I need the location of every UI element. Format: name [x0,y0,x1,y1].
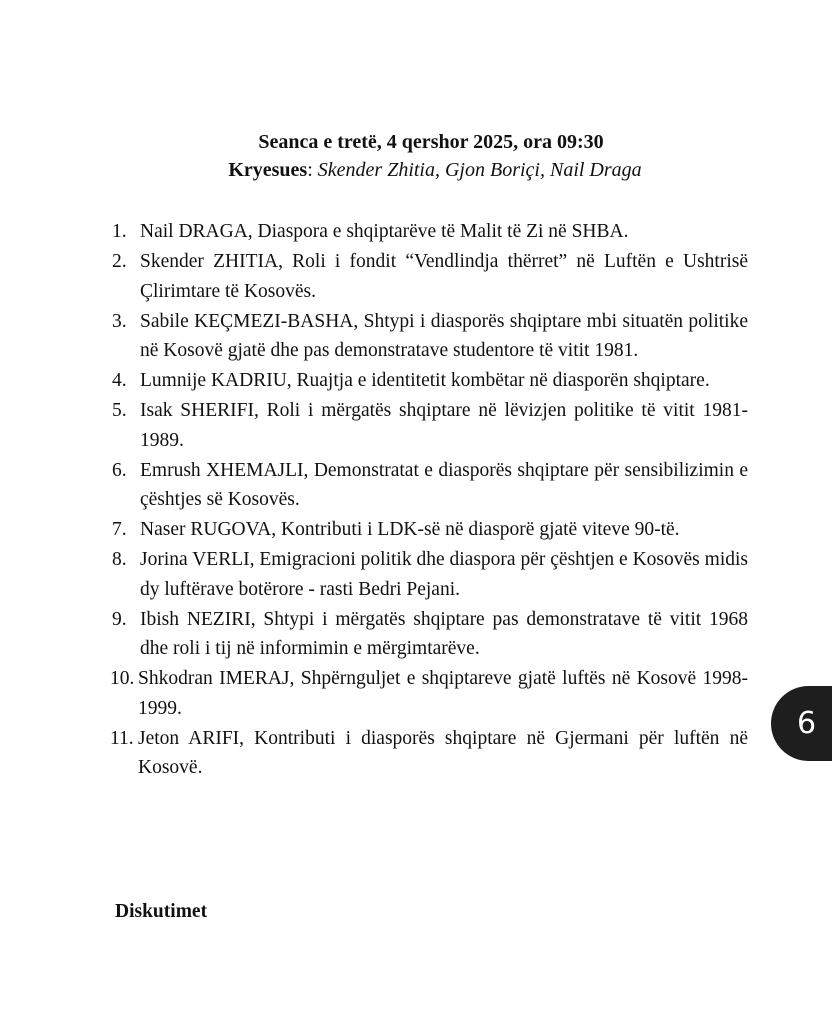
item-text: Sabile KEÇMEZI-BASHA, Shtypi i diasporës shqiptare mbi situatën politike në Kosovë gjatë dhe pas demonstratave studentore të vitit 1981. [140,310,748,361]
item-number: 2. [112,251,127,272]
list-item [112,724,748,783]
list-item [112,366,748,396]
item-text: Skender ZHITIA, Roli i fondit “Vendlindja thërret” në Luftën e Ushtrisë Çlirimtare të Kosovës. [140,251,748,302]
item-text: Nail DRAGA, Diaspora e shqiptarëve të Malit të Zi në SHBA. [140,221,629,242]
list-item [112,307,748,366]
item-number: 1. [112,221,127,242]
session-title: Seanca e tretë, 4 qershor 2025, ora 09:30 [258,131,604,153]
item-text: Emrush XHEMAJLI, Demonstratat e diasporës shqiptare për sensibilizimin e çështjes së Kosovës. [140,459,748,510]
item-number: 11. [110,727,134,749]
item-number: 10. [110,668,135,689]
list-item [112,456,748,515]
item-text: Isak SHERIFI, Roli i mërgatës shqiptare në lëvizjen politike të vitit 1981-1989. [140,400,748,451]
item-number: 7. [112,519,127,540]
list-item [112,545,748,604]
item-number: 6. [112,459,127,481]
item-number: 5. [112,400,127,421]
session-chairs [0,156,832,184]
item-text: Jeton ARIFI, Kontributi i diasporës shqiptare në Gjermani për luftën në Kosovë. [138,727,748,778]
discussion-heading: Diskutimet [115,901,208,922]
item-number: 8. [112,549,127,570]
presentation-list [112,217,748,783]
item-text: Shkodran IMERAJ, Shpërnguljet e shqiptareve gjatë luftës në Kosovë 1998-1999. [138,668,748,719]
list-item [112,396,748,455]
item-number: 9. [112,608,127,630]
list-item [112,515,748,545]
item-text: Ibish NEZIRI, Shtypi i mërgatës shqiptare pas demonstratave të vitit 1968 dhe roli i tij në informimin e mërgimtarëve. [140,608,748,659]
chairs-names: Skender Zhitia, Gjon Boriçi, Nail Draga [317,159,642,181]
list-item [112,217,748,247]
item-text: Jorina VERLI, Emigracioni politik dhe diaspora për çështjen e Kosovës midis dy luftërave botërore - rasti Bedri Pejani. [140,549,748,600]
item-text: Lumnije KADRIU, Ruajtja e identitetit kombëtar në diasporën shqiptare. [140,370,710,391]
list-item [112,605,748,664]
list-item [112,247,748,306]
page-number-tab: 6 [771,686,832,761]
item-text: Naser RUGOVA, Kontributi i LDK-së në diasporë gjatë viteve 90-të. [140,519,680,540]
item-number: 4. [112,370,127,391]
chairs-separator: : [307,159,318,181]
session-header [0,128,832,184]
item-number: 3. [112,310,127,332]
list-item [112,664,748,723]
chairs-label: Kryesues [228,159,308,181]
